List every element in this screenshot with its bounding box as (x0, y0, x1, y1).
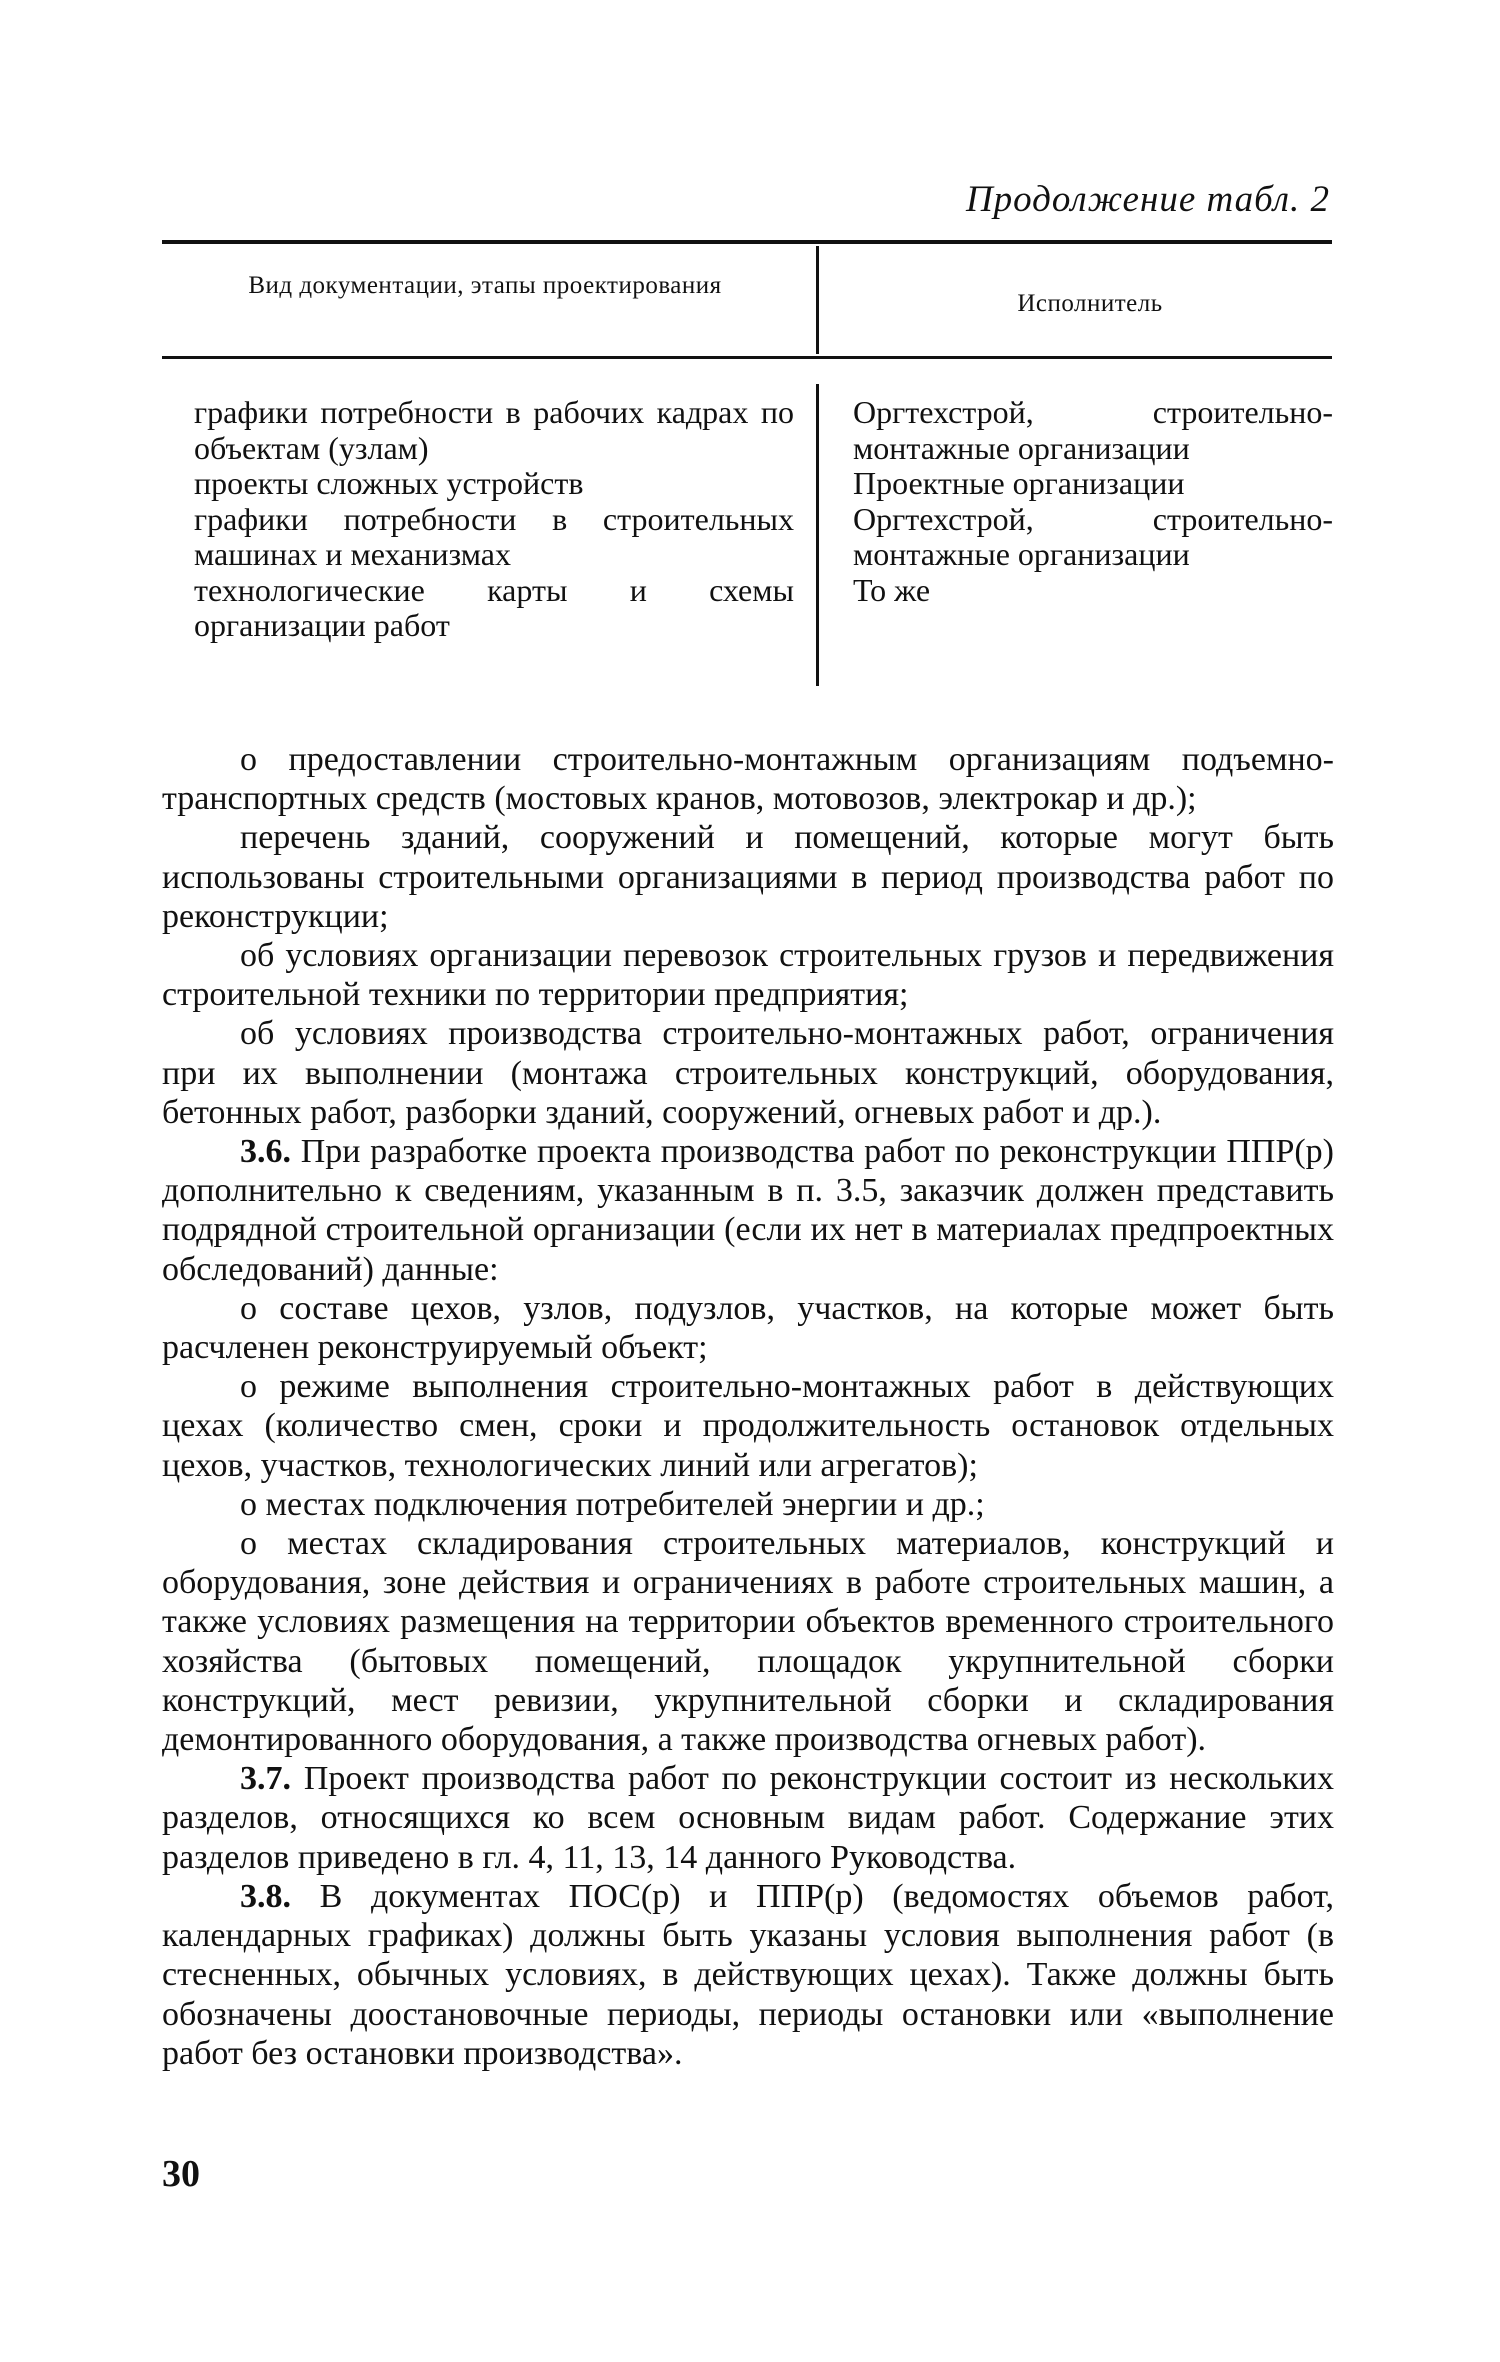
paragraph: о местах складирования строительных материалов, конструкций и оборудования, зоне действия и ограничениях в работе строительных машин, а также условиях размещения на территории объектов временного строительного хозяйства (бытовых помещений, площадок укрупнительной сборки конструкций, мест ревизии, укрупнительной сборки и складирования демонтированного оборудования, а также производства огневых работ). (162, 1525, 1334, 1759)
table-cell: То же (853, 571, 931, 608)
paragraph: о режиме выполнения строительно-монтажных работ в действующих цехах (количество смен, сроки и продолжительность остановок отдельных цехов, участков, технологических линий или агрегатов); (162, 1368, 1334, 1484)
paragraph-text: При разработке проекта производства работ по реконструкции ППР(р) дополнительно к сведениям, указанным в п. 3.5, заказчик должен представить подрядной строительной организации (если их нет в материалах предпроектных обследований) данные: (162, 1133, 1334, 1288)
paragraph: об условиях организации перевозок строительных грузов и передвижения строительной техники по территории предприятия; (162, 937, 1334, 1014)
table-header-doc-type: Вид документации, этапы проектирования (248, 272, 722, 299)
body-text (162, 740, 1334, 2073)
section-number: 3.6. (240, 1133, 291, 1171)
table-header-divider (816, 246, 819, 354)
table-cell: Проектные организации (853, 465, 1185, 501)
paragraph-3-8 (162, 1877, 1334, 2073)
table-cell: Оргтехстрой, строительно-монтажные организации (853, 500, 1333, 572)
table-header-rule (162, 356, 1332, 359)
page-number: 30 (162, 2153, 200, 2195)
paragraph: о составе цехов, узлов, подузлов, участков, на которые может быть расчленен реконструируемый объект; (162, 1289, 1334, 1367)
table-cell: технологические карты и схемы организации работ (194, 571, 794, 643)
table-cell: графики потребности в строительных машинах и механизмах (194, 500, 794, 572)
paragraph-3-6 (162, 1132, 1334, 1289)
table-col-executor (853, 395, 1333, 608)
table-cell: графики потребности в рабочих кадрах по объектам (узлам) (194, 394, 794, 466)
paragraph: об условиях производства строительно-монтажных работ, ограничения при их выполнении (монтажа строительных конструкций, оборудования, бетонных работ, разборки зданий, сооружений, огневых работ и др.). (162, 1015, 1334, 1131)
paragraph: о местах подключения потребителей энергии и др.; (240, 1485, 985, 1523)
paragraph-text: В документах ПОС(р) и ППР(р) (ведомостях объемов работ, календарных графиках) должны быть указаны условия выполнения работ (в стесненных, обычных условиях, в действующих цехах). Также должны быть обозначены доостановочные периоды, периоды остановки или «выполнение работ без остановки производства». (162, 1877, 1335, 2072)
section-number: 3.7. (240, 1760, 291, 1798)
table-col-doc-type (194, 395, 794, 644)
table-continuation-label: Продолжение табл. 2 (965, 179, 1330, 220)
table-header-executor: Исполнитель (1017, 290, 1163, 317)
section-number: 3.8. (240, 1877, 291, 1915)
table-cell: Оргтехстрой, строительно-монтажные организации (853, 394, 1333, 466)
paragraph-3-7 (162, 1759, 1334, 1877)
table-top-rule (162, 240, 1332, 244)
paragraph-text: Проект производства работ по реконструкции состоит из нескольких разделов, относящихся ко всем основным видам работ. Содержание этих разделов приведено в гл. 4, 11, 13, 14 данного Руководства. (162, 1760, 1335, 1876)
paragraph: перечень зданий, сооружений и помещений, которые могут быть использованы строительными организациями в период производства работ по реконструкции; (162, 819, 1334, 935)
table-column-divider (816, 384, 819, 686)
table-cell: проекты сложных устройств (194, 465, 584, 501)
paragraph: о предоставлении строительно-монтажным организациям подъемно-транспортных средств (мостовых кранов, мотовозов, электрокар и др.); (162, 741, 1334, 818)
